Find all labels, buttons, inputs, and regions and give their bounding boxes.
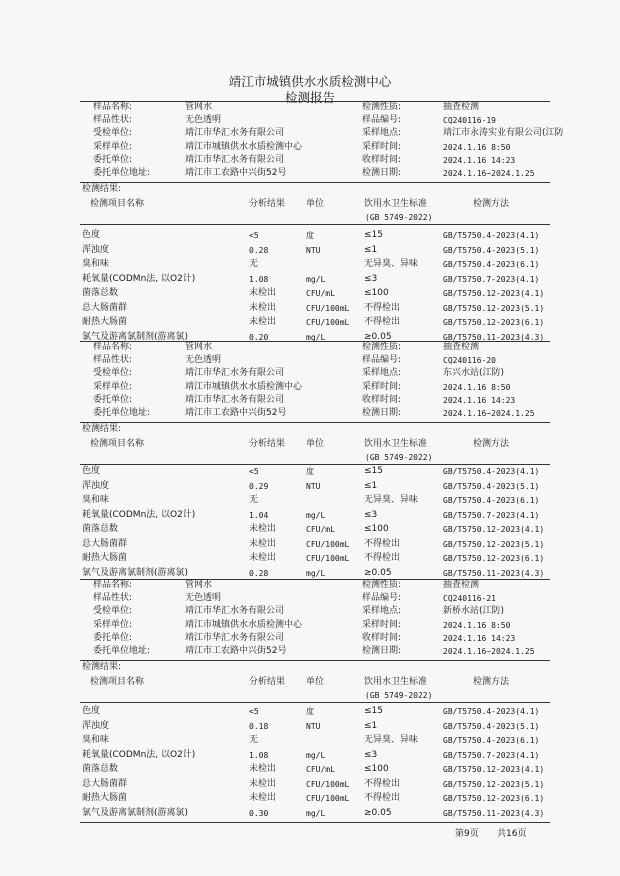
label-commission-address: 委托单位地址: — [93, 168, 151, 178]
label-sampling-unit: 采样单位: — [93, 141, 133, 152]
table-cell-unit: mg/L — [306, 750, 326, 760]
table-cell-item: 耗氧量(CODMn法, 以O2计) — [82, 509, 196, 520]
col-header-standard-sub: (GB 5749-2022) — [365, 691, 433, 700]
table-cell-result: 0.28 — [249, 568, 269, 578]
table-cell-result: 0.20 — [249, 332, 269, 342]
table-cell-unit: CFU/mL — [306, 525, 335, 534]
table-cell-unit: CFU/100mL — [306, 779, 350, 789]
col-header-item: 检测项目名称 — [90, 439, 145, 449]
value-client-unit: 靖江市华汇水务有限公司 — [185, 128, 285, 139]
table-cell-unit: CFU/100mL — [306, 318, 350, 327]
value-sampling-site: 靖江市永涛实业有限公司(江防 — [443, 128, 564, 139]
table-cell-standard: 无异臭、异味 — [364, 495, 419, 505]
table-cell-method: GB/T5750.12-2023(5.1) — [443, 303, 545, 313]
label-sample-traits: 样品性状: — [93, 115, 133, 126]
table-cell-method: GB/T5750.12-2023(5.1) — [443, 779, 545, 789]
table-cell-unit: CFU/mL — [306, 765, 335, 774]
table-cell-standard: ≤100 — [364, 524, 389, 534]
label-client-unit: 受检单位: — [93, 606, 133, 617]
label-sampling-time: 采样时间: — [362, 141, 402, 152]
table-cell-result: 0.30 — [249, 808, 269, 818]
value-sampling-site: 东兴水站(江防) — [443, 368, 505, 379]
value-client-unit: 靖江市华汇水务有限公司 — [185, 368, 285, 379]
table-cell-result: 未检出 — [249, 288, 277, 298]
value-sampling-unit: 靖江市城镇供水水质检测中心 — [185, 619, 303, 630]
table-cell-unit: CFU/100mL — [306, 554, 350, 563]
table-cell-item: 色度 — [82, 466, 101, 476]
label-sample-no: 样品编号: — [362, 593, 402, 604]
table-cell-item: 色度 — [82, 230, 101, 240]
value-sampling-time: 2024.1.16 8:50 — [443, 382, 511, 392]
table-cell-item: 氯气及游离氯制剂(游离氯) — [82, 567, 189, 578]
table-cell-method: GB/T5750.7-2023(4.1) — [443, 750, 540, 760]
table-cell-unit: NTU — [306, 481, 321, 491]
table-cell-unit: CFU/100mL — [306, 794, 350, 803]
col-header-result: 分析结果 — [249, 439, 286, 449]
table-cell-item: 臭和味 — [82, 259, 110, 269]
label-commission-address: 委托单位地址: — [93, 646, 151, 656]
table-cell-method: GB/T5750.4-2023(5.1) — [443, 721, 540, 731]
label-sampling-unit: 采样单位: — [93, 619, 133, 630]
table-cell-item: 耗氧量(CODMn法, 以O2计) — [82, 273, 196, 284]
table-cell-unit: mg/L — [306, 332, 326, 342]
table-cell-standard: ≤100 — [364, 764, 389, 774]
value-test-date: 2024.1.16~2024.1.25 — [443, 169, 535, 178]
section-info-rule — [80, 660, 550, 661]
table-cell-standard: ≤3 — [364, 749, 378, 760]
table-cell-unit: NTU — [306, 721, 321, 731]
table-cell-standard: ≤1 — [364, 244, 378, 255]
value-commission-unit: 靖江市华汇水务有限公司 — [185, 632, 285, 643]
label-test-date: 检测日期: — [362, 646, 402, 656]
table-cell-item: 氯气及游离氯制剂(游离氯) — [82, 807, 189, 818]
value-sample-name: 管网水 — [185, 102, 213, 112]
table-cell-standard: ≥0.05 — [364, 331, 392, 342]
table-cell-unit: NTU — [306, 245, 321, 255]
table-cell-unit: CFU/100mL — [306, 303, 350, 313]
value-commission-unit: 靖江市华汇水务有限公司 — [185, 154, 285, 165]
table-cell-method: GB/T5750.7-2023(4.1) — [443, 510, 540, 520]
value-sampling-unit: 靖江市城镇供水水质检测中心 — [185, 141, 303, 152]
table-cell-item: 菌落总数 — [82, 288, 119, 298]
table-cell-method: GB/T5750.12-2023(5.1) — [443, 539, 545, 549]
label-sample-traits: 样品性状: — [93, 355, 133, 366]
table-cell-item: 总大肠菌群 — [82, 538, 128, 549]
value-receive-time: 2024.1.16 14:23 — [443, 395, 516, 405]
label-test-date: 检测日期: — [362, 168, 402, 178]
table-cell-result: 未检出 — [249, 317, 277, 327]
col-header-standard-sub: (GB 5749-2022) — [365, 453, 433, 462]
table-cell-method: GB/T5750.4-2023(6.1) — [443, 260, 540, 269]
table-cell-item: 氯气及游离氯制剂(游离氯) — [82, 331, 189, 342]
table-cell-result: 1.08 — [249, 274, 269, 284]
value-sample-no: CQ240116-21 — [443, 594, 496, 604]
results-heading: 检测结果: — [82, 424, 122, 434]
table-cell-result: 无 — [249, 259, 259, 269]
table-cell-standard: ≥0.05 — [364, 807, 392, 818]
page-number: 第9页 — [455, 829, 479, 839]
table-cell-unit: mg/L — [306, 808, 326, 818]
table-cell-unit: 度 — [306, 467, 314, 476]
table-cell-item: 总大肠菌群 — [82, 302, 128, 313]
label-test-nature: 检测性质: — [362, 342, 402, 352]
table-cell-result: 未检出 — [249, 778, 277, 789]
col-header-item: 检测项目名称 — [90, 677, 145, 687]
table-cell-method: GB/T5750.4-2023(4.1) — [443, 707, 540, 716]
table-cell-item: 总大肠菌群 — [82, 778, 128, 789]
table-cell-method: GB/T5750.4-2023(6.1) — [443, 496, 540, 505]
col-header-unit: 单位 — [306, 199, 325, 209]
label-commission-unit: 委托单位: — [93, 154, 133, 165]
table-cell-method: GB/T5750.4-2023(6.1) — [443, 736, 540, 745]
table-cell-result: 0.29 — [249, 481, 269, 491]
label-receive-time: 收样时间: — [362, 394, 402, 405]
value-commission-address: 靖江市工农路中兴街52号 — [185, 646, 287, 656]
table-cell-standard: ≤15 — [364, 230, 383, 240]
value-test-date: 2024.1.16~2024.1.25 — [443, 409, 535, 418]
table-cell-method: GB/T5750.4-2023(4.1) — [443, 467, 540, 476]
col-header-method: 检测方法 — [473, 199, 510, 209]
table-cell-result: 未检出 — [249, 302, 277, 313]
label-sampling-site: 采样地点: — [362, 368, 402, 379]
table-cell-unit: CFU/100mL — [306, 539, 350, 549]
col-header-result: 分析结果 — [249, 677, 286, 687]
value-sampling-time: 2024.1.16 8:50 — [443, 142, 511, 152]
table-cell-unit: CFU/mL — [306, 289, 335, 298]
label-sample-no: 样品编号: — [362, 115, 402, 126]
section-top-rule — [80, 579, 550, 580]
label-sample-name: 样品名称: — [93, 580, 133, 590]
table-cell-method: GB/T5750.12-2023(4.1) — [443, 289, 545, 298]
label-client-unit: 受检单位: — [93, 368, 133, 379]
value-receive-time: 2024.1.16 14:23 — [443, 633, 516, 643]
col-header-standard: 饮用水卫生标准 — [364, 199, 428, 209]
label-receive-time: 收样时间: — [362, 154, 402, 165]
table-cell-standard: ≤1 — [364, 720, 378, 731]
table-cell-item: 耐热大肠菌 — [82, 553, 128, 563]
table-cell-standard: 不得检出 — [364, 317, 401, 327]
org-title: 靖江市城镇供水水质检测中心 — [228, 74, 392, 89]
col-header-standard: 饮用水卫生标准 — [364, 439, 428, 449]
label-sampling-time: 采样时间: — [362, 619, 402, 630]
section-info-rule — [80, 182, 550, 183]
table-cell-standard: ≤15 — [364, 706, 383, 716]
value-client-unit: 靖江市华汇水务有限公司 — [185, 606, 285, 617]
label-client-unit: 受检单位: — [93, 128, 133, 139]
table-cell-item: 耐热大肠菌 — [82, 317, 128, 327]
table-cell-method: GB/T5750.7-2023(4.1) — [443, 274, 540, 284]
table-cell-item: 耐热大肠菌 — [82, 793, 128, 803]
table-cell-result: 无 — [249, 735, 259, 745]
table-cell-standard: 不得检出 — [364, 793, 401, 803]
table-cell-standard: 不得检出 — [364, 778, 401, 789]
value-receive-time: 2024.1.16 14:23 — [443, 155, 516, 165]
label-sample-name: 样品名称: — [93, 102, 133, 112]
table-cell-result: 1.04 — [249, 510, 269, 520]
label-sampling-unit: 采样单位: — [93, 381, 133, 392]
label-commission-unit: 委托单位: — [93, 632, 133, 643]
table-cell-unit: 度 — [306, 231, 314, 240]
label-sample-no: 样品编号: — [362, 355, 402, 366]
table-cell-result: <5 — [249, 467, 259, 476]
table-cell-standard: 无异臭、异味 — [364, 735, 419, 745]
table-cell-result: 未检出 — [249, 553, 277, 563]
table-cell-unit: mg/L — [306, 274, 326, 284]
table-cell-unit: mg/L — [306, 510, 326, 520]
table-cell-result: <5 — [249, 707, 259, 716]
table-cell-unit: mg/L — [306, 568, 326, 578]
value-sampling-time: 2024.1.16 8:50 — [443, 620, 511, 630]
table-cell-method: GB/T5750.12-2023(6.1) — [443, 794, 545, 803]
results-heading: 检测结果: — [82, 662, 122, 672]
label-test-date: 检测日期: — [362, 408, 402, 418]
col-header-standard: 饮用水卫生标准 — [364, 677, 428, 687]
results-heading: 检测结果: — [82, 184, 122, 194]
label-sample-name: 样品名称: — [93, 342, 133, 352]
table-cell-standard: ≤3 — [364, 509, 378, 520]
label-test-nature: 检测性质: — [362, 102, 402, 112]
section-top-rule — [80, 101, 550, 102]
value-test-nature: 抽查检测 — [443, 342, 480, 352]
table-cell-result: 0.28 — [249, 245, 269, 255]
table-cell-standard: ≤3 — [364, 273, 378, 284]
value-sample-traits: 无色透明 — [185, 355, 222, 366]
table-cell-standard: 无异臭、异味 — [364, 259, 419, 269]
table-cell-method: GB/T5750.4-2023(5.1) — [443, 481, 540, 491]
label-receive-time: 收样时间: — [362, 632, 402, 643]
table-cell-method: GB/T5750.11-2023(4.3) — [443, 808, 545, 818]
table-header-rule — [80, 464, 550, 465]
footer-divider — [80, 822, 550, 823]
table-cell-method: GB/T5750.12-2023(6.1) — [443, 554, 545, 563]
section-info-rule — [80, 422, 550, 423]
table-cell-standard: ≤15 — [364, 466, 383, 476]
label-sampling-time: 采样时间: — [362, 381, 402, 392]
col-header-standard-sub: (GB 5749-2022) — [365, 213, 433, 222]
table-cell-result: 未检出 — [249, 524, 277, 534]
table-cell-item: 臭和味 — [82, 495, 110, 505]
table-cell-standard: 不得检出 — [364, 302, 401, 313]
section-top-rule — [80, 341, 550, 342]
value-test-nature: 抽查检测 — [443, 580, 480, 590]
col-header-method: 检测方法 — [473, 439, 510, 449]
table-cell-item: 浑浊度 — [82, 720, 110, 731]
table-cell-standard: 不得检出 — [364, 538, 401, 549]
table-cell-method: GB/T5750.4-2023(5.1) — [443, 245, 540, 255]
table-cell-standard: ≥0.05 — [364, 567, 392, 578]
table-cell-result: 0.18 — [249, 721, 269, 731]
table-cell-result: 未检出 — [249, 764, 277, 774]
table-header-rule — [80, 224, 550, 225]
col-header-method: 检测方法 — [473, 677, 510, 687]
table-cell-method: GB/T5750.11-2023(4.3) — [443, 332, 545, 342]
value-sample-name: 管网水 — [185, 342, 213, 352]
value-sample-name: 管网水 — [185, 580, 213, 590]
table-cell-item: 臭和味 — [82, 735, 110, 745]
label-commission-unit: 委托单位: — [93, 394, 133, 405]
col-header-result: 分析结果 — [249, 199, 286, 209]
label-sampling-site: 采样地点: — [362, 606, 402, 617]
table-cell-method: GB/T5750.4-2023(4.1) — [443, 231, 540, 240]
value-commission-unit: 靖江市华汇水务有限公司 — [185, 394, 285, 405]
value-sample-no: CQ240116-19 — [443, 116, 496, 126]
table-cell-standard: ≤100 — [364, 288, 389, 298]
value-sample-no: CQ240116-20 — [443, 356, 496, 366]
table-cell-result: 未检出 — [249, 538, 277, 549]
table-cell-result: 未检出 — [249, 793, 277, 803]
page-total: 共16页 — [497, 829, 527, 839]
table-header-rule — [80, 702, 550, 703]
value-sampling-unit: 靖江市城镇供水水质检测中心 — [185, 381, 303, 392]
col-header-unit: 单位 — [306, 439, 325, 449]
label-test-nature: 检测性质: — [362, 580, 402, 590]
label-sample-traits: 样品性状: — [93, 593, 133, 604]
table-cell-method: GB/T5750.12-2023(4.1) — [443, 525, 545, 534]
table-cell-method: GB/T5750.12-2023(6.1) — [443, 318, 545, 327]
doc-title: 检测报告 — [284, 90, 335, 105]
table-cell-item: 色度 — [82, 706, 101, 716]
table-cell-standard: 不得检出 — [364, 553, 401, 563]
table-cell-unit: 度 — [306, 707, 314, 716]
value-commission-address: 靖江市工农路中兴街52号 — [185, 168, 287, 178]
col-header-unit: 单位 — [306, 677, 325, 687]
value-sample-traits: 无色透明 — [185, 593, 222, 604]
label-sampling-site: 采样地点: — [362, 128, 402, 139]
table-cell-method: GB/T5750.12-2023(4.1) — [443, 765, 545, 774]
col-header-item: 检测项目名称 — [90, 199, 145, 209]
table-cell-item: 菌落总数 — [82, 764, 119, 774]
value-test-date: 2024.1.16~2024.1.25 — [443, 647, 535, 656]
table-cell-item: 浑浊度 — [82, 480, 110, 491]
table-cell-method: GB/T5750.11-2023(4.3) — [443, 568, 545, 578]
table-cell-result: <5 — [249, 231, 259, 240]
table-cell-item: 浑浊度 — [82, 244, 110, 255]
table-cell-result: 1.08 — [249, 750, 269, 760]
table-cell-standard: ≤1 — [364, 480, 378, 491]
value-sampling-site: 新桥水站(江防) — [443, 606, 505, 617]
value-test-nature: 抽查检测 — [443, 102, 480, 112]
label-commission-address: 委托单位地址: — [93, 408, 151, 418]
table-cell-item: 耗氧量(CODMn法, 以O2计) — [82, 749, 196, 760]
table-cell-result: 无 — [249, 495, 259, 505]
value-sample-traits: 无色透明 — [185, 115, 222, 126]
table-cell-item: 菌落总数 — [82, 524, 119, 534]
value-commission-address: 靖江市工农路中兴街52号 — [185, 408, 287, 418]
